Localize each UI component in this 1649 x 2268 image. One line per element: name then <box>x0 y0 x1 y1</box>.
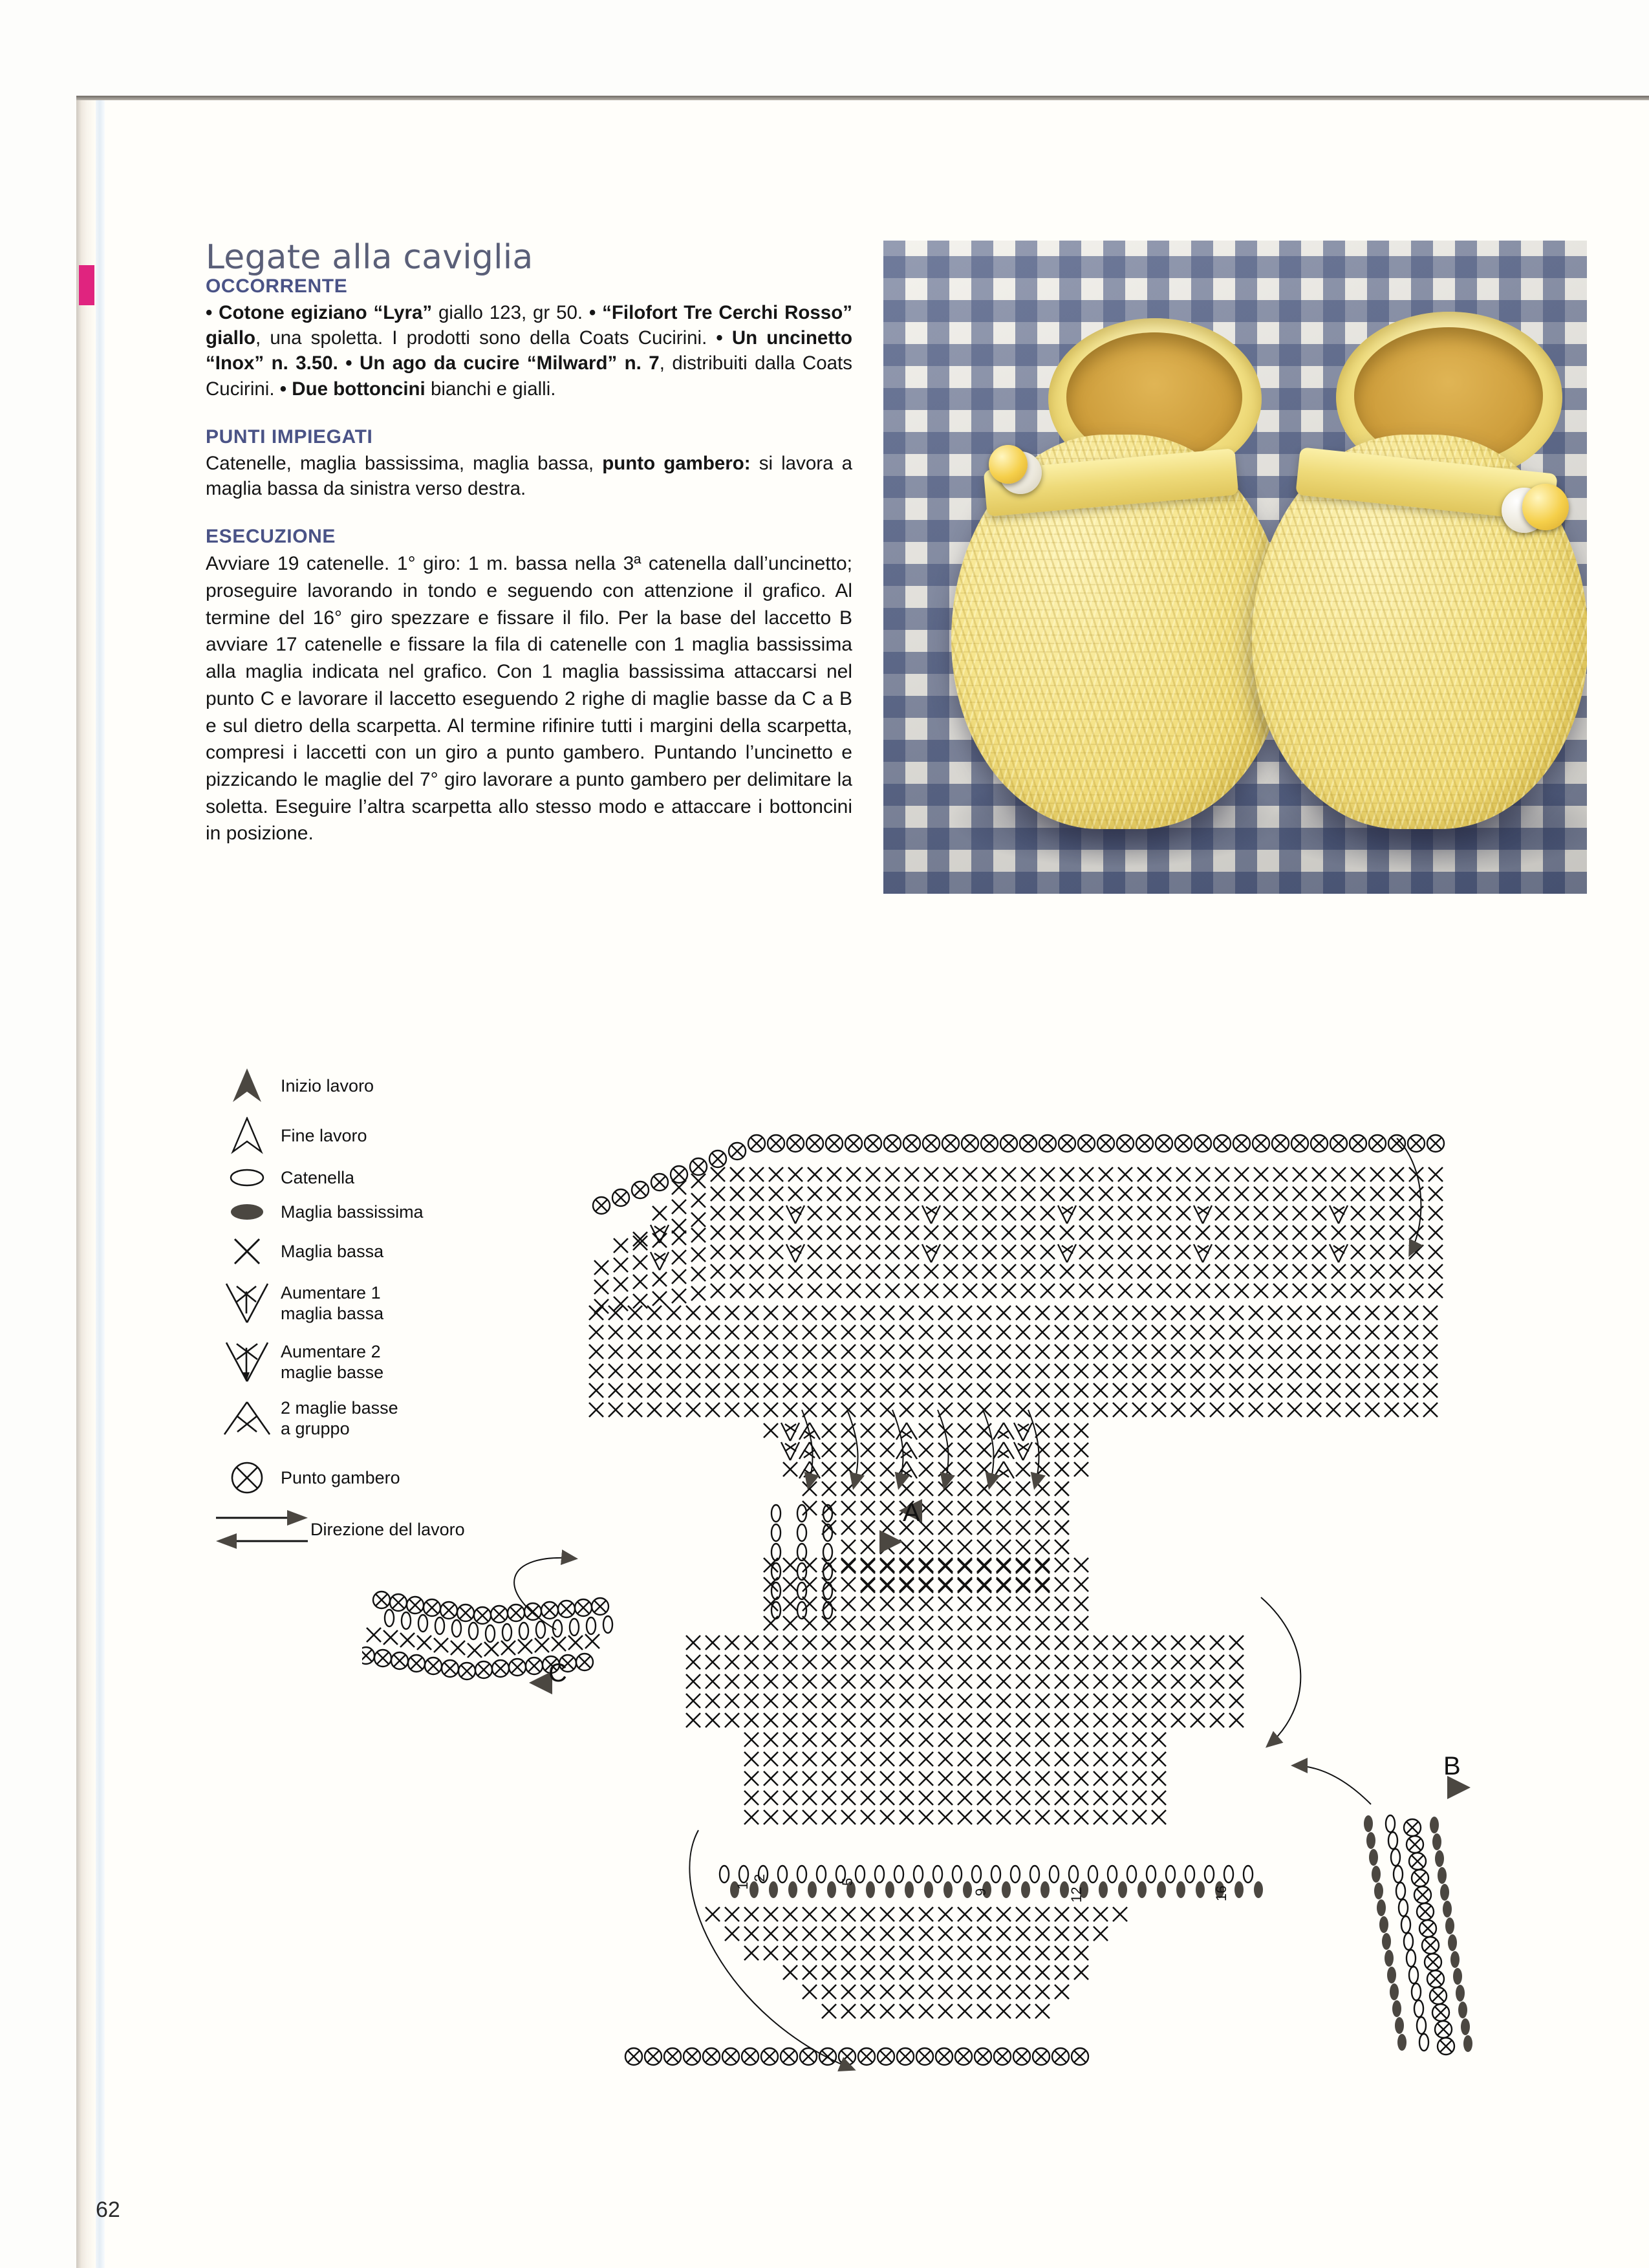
section-heading-occorrente: OCCORRENTE <box>206 275 348 297</box>
legend-label <box>281 1125 367 1146</box>
occorrente-bullet-1: • Cotone egiziano “Lyra” <box>206 302 433 323</box>
section-body-esecuzione: Avviare 19 catenelle. 1° giro: 1 m. bassa nella 3ª catenella dall’uncinetto; proseguire lavorando in tondo e seguendo con attenzione il grafico. Al termine del 16° giro spezzare e fissare il filo. Per la base del laccetto B avviare 17 catenelle e fissare la fila di catenelle con 1 maglia bassissima alla maglia indicata nel grafico. Con 1 maglia bassissima attaccarsi nel punto C e lavorare il laccetto eseguendo 2 righe di maglie basse da C a B e sul dietro della scarpetta. Al termine rifinire tutti i margini della scarpetta, compresi i laccetti con un giro a punto gambero. Puntando l’uncinetto e pizzicando le maglie del 7° giro lavorare a punto gambero per delimitare la soletta. Eseguire l’altra scarpetta allo stesso modo e attaccare i bottoncini in posizione. <box>206 553 852 845</box>
section-body-punti-impiegati <box>206 451 852 501</box>
round-number-16: 16 <box>1213 1885 1229 1901</box>
open-chevron-icon <box>213 1117 281 1154</box>
occorrente-bullet-2: • “Filofort Tre Cerchi Rosso” giallo <box>206 302 852 349</box>
increase-1-icon <box>213 1280 281 1326</box>
bootie-right <box>1245 312 1582 829</box>
round-number-12: 12 <box>1068 1886 1084 1903</box>
occorrente-lite-1: giallo 123, gr 50. <box>432 302 589 323</box>
filled-chevron-icon <box>213 1067 281 1105</box>
legend-label <box>281 1167 354 1188</box>
legend-label-line1: Catenella <box>281 1167 355 1187</box>
double-direction-arrow-icon <box>213 1509 310 1550</box>
crochet-chart-diagram <box>362 1061 1617 2199</box>
bootie-left-button-yellow <box>989 445 1028 484</box>
punti-lite: Catenelle, maglia bassissima, maglia bassa, <box>206 452 603 474</box>
chart-strap-b-region <box>1364 1815 1472 2055</box>
bootie-left <box>951 318 1288 829</box>
cluster-2-icon <box>213 1398 281 1438</box>
section-body-occorrente <box>206 300 852 402</box>
legend-label-line1: Maglia bassissima <box>281 1202 424 1222</box>
legend-label-line1: 2 maglie basse <box>281 1398 398 1418</box>
article-text-column <box>206 238 852 847</box>
section-heading-punti-impiegati: PUNTI IMPIEGATI <box>206 426 373 448</box>
chart-marker-b <box>1443 1752 1471 1799</box>
punti-lite-2: si lavora a maglia bassa da sinistra verso destra. <box>206 452 852 500</box>
legend-label-line1: Aumentare 2 <box>281 1341 381 1361</box>
round-number-1: 1 <box>735 1881 751 1890</box>
chart-upper-body-region <box>589 1306 1438 1417</box>
bootie-right-button-yellow <box>1522 484 1569 530</box>
filled-oval-icon <box>213 1201 281 1223</box>
chart-label-c: C <box>548 1659 567 1687</box>
increase-2-icon <box>213 1339 281 1385</box>
page-number: 62 <box>96 2198 120 2222</box>
crossed-circle-icon <box>213 1459 281 1496</box>
occorrente-lite-3: , distribuiti dalla Coats Cucirini. <box>206 352 852 400</box>
chart-label-a: A <box>903 1498 920 1527</box>
section-heading-esecuzione: ESECUZIONE <box>206 526 336 548</box>
chart-strap-c-region <box>362 1592 612 1679</box>
legend-label-line1: Maglia bassa <box>281 1241 384 1261</box>
legend-label-line2: maglie basse <box>281 1363 384 1382</box>
open-oval-icon <box>213 1167 281 1189</box>
occorrente-lite-2: , una spoletta. I prodotti sono della Coats Cucirini. <box>255 327 717 349</box>
legend-label-line1: Aumentare 1 <box>281 1282 381 1302</box>
cross-icon <box>213 1235 281 1268</box>
round-number-2: 2 <box>751 1874 768 1882</box>
legend-label-line2: maglia bassa <box>281 1304 384 1323</box>
occorrente-bullet-4: • Due bottoncini <box>279 378 426 400</box>
occorrente-lite-4: bianchi e gialli. <box>425 378 556 400</box>
legend-label-line2: a gruppo <box>281 1419 350 1439</box>
legend-label <box>281 1075 374 1096</box>
chart-upper-cuff-region <box>593 1135 1444 1313</box>
chart-marker-c <box>529 1659 567 1694</box>
legend-label-line1: Fine lavoro <box>281 1125 367 1145</box>
page-title: Legate alla caviglia <box>206 238 534 277</box>
chart-sole-region <box>625 1558 1263 2065</box>
punti-bold: punto gambero: <box>602 452 751 474</box>
legend-label-line1: Punto gambero <box>281 1467 400 1487</box>
round-number-5: 5 <box>839 1877 856 1886</box>
round-number-9: 9 <box>973 1888 989 1896</box>
legend-label-direction: Direzione del lavoro <box>310 1519 465 1539</box>
chart-label-b: B <box>1443 1752 1461 1780</box>
product-photo <box>883 241 1587 894</box>
occorrente-bullet-3: • Un uncinetto “Inox” n. 3.50. • Un ago da cucire “Milward” n. 7 <box>206 327 852 374</box>
legend-label-line1: Inizio lavoro <box>281 1075 374 1096</box>
